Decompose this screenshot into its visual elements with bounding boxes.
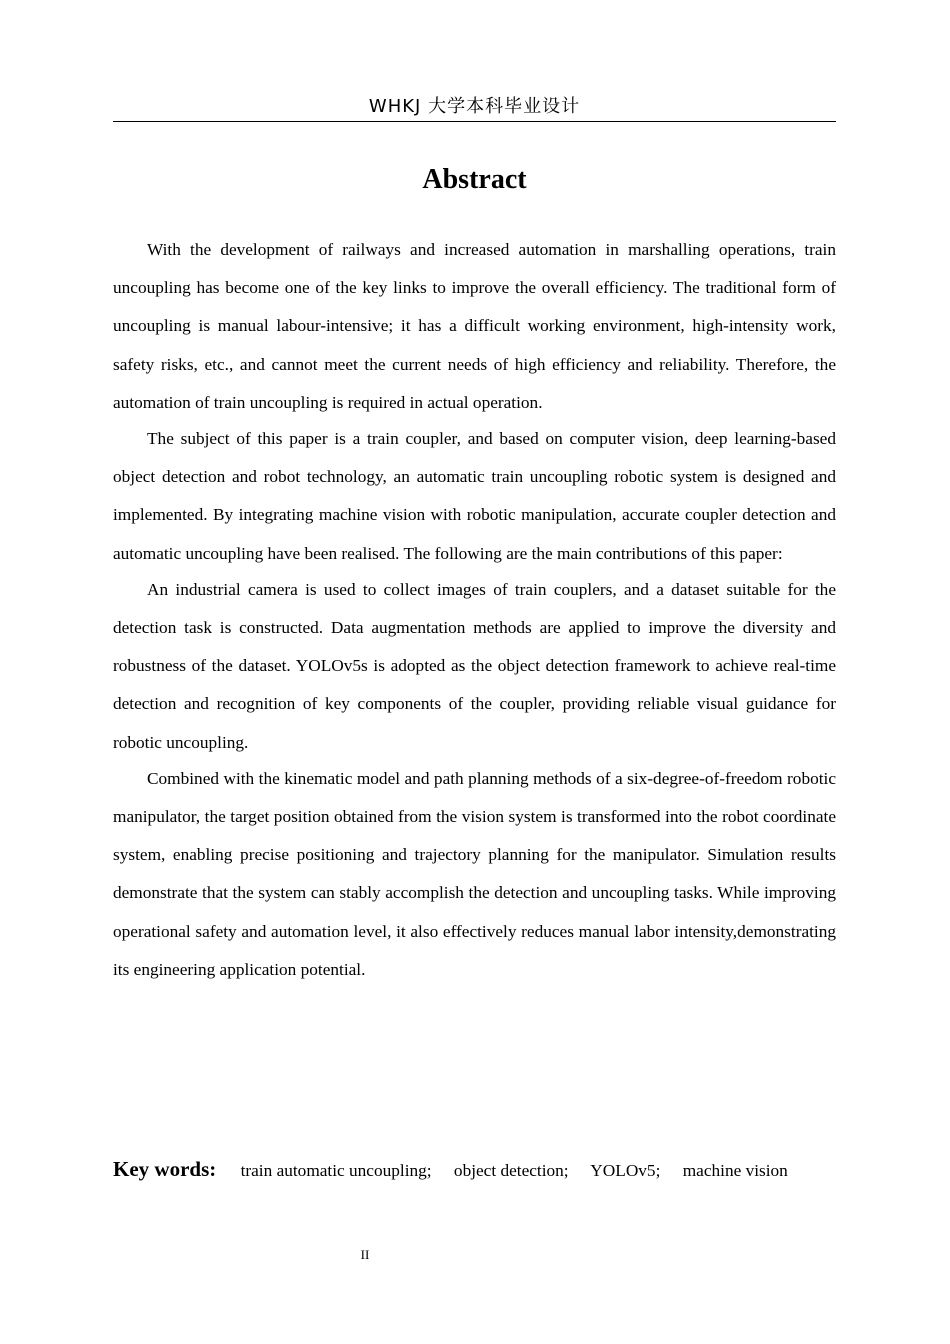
- abstract-body: [113, 231, 836, 989]
- abstract-title: Abstract: [422, 164, 527, 195]
- page-header: WHKJ 大学本科毕业设计: [113, 93, 836, 122]
- abstract-paragraph-4: Combined with the kinematic model and path planning methods of a six-degree-of-freedom robotic manipulator, the target position obtained from the vision system is transformed into the robot coordinate system, enabling precise positioning and trajectory planning for the manipulator. Simulation results demonstrate that the system can stably accomplish the detection and uncoupling tasks. While improving operational safety and automation level, it also effectively reduces manual labor intensity,demonstrating its engineering application potential.: [113, 768, 836, 979]
- page-number: II: [360, 1247, 370, 1262]
- abstract-paragraph-2: The subject of this paper is a train coupler, and based on computer vision, deep learning-based object detection and robot technology, an automatic train uncoupling robotic system is designed and implemented. By integrating machine vision with robotic manipulation, accurate coupler detection and automatic uncoupling have been realised. The following are the main contributions of this paper:: [113, 429, 836, 563]
- keywords-label: Key words:: [113, 1157, 217, 1181]
- keyword-item: YOLOv5;: [590, 1161, 661, 1180]
- keywords-section: [113, 1150, 836, 1190]
- keyword-item: machine vision: [682, 1161, 788, 1180]
- abstract-paragraph-3: An industrial camera is used to collect images of train couplers, and a dataset suitable for the detection task is constructed. Data augmentation methods are applied to improve the diversity and robustness of the dataset. YOLOv5s is adopted as the object detection framework to achieve real-time detection and recognition of key components of the coupler, providing reliable visual guidance for robotic uncoupling.: [113, 579, 836, 752]
- keyword-item: train automatic uncoupling;: [240, 1161, 432, 1180]
- abstract-paragraph-1: With the development of railways and increased automation in marshalling operations, train uncoupling has become one of the key links to improve the overall efficiency. The traditional form of uncoupling is manual labour-intensive; it has a difficult working environment, high-intensity work, safety risks, etc., and cannot meet the current needs of high efficiency and reliability. Therefore, the automation of train uncoupling is required in actual operation.: [113, 240, 836, 412]
- keyword-item: object detection;: [453, 1161, 569, 1180]
